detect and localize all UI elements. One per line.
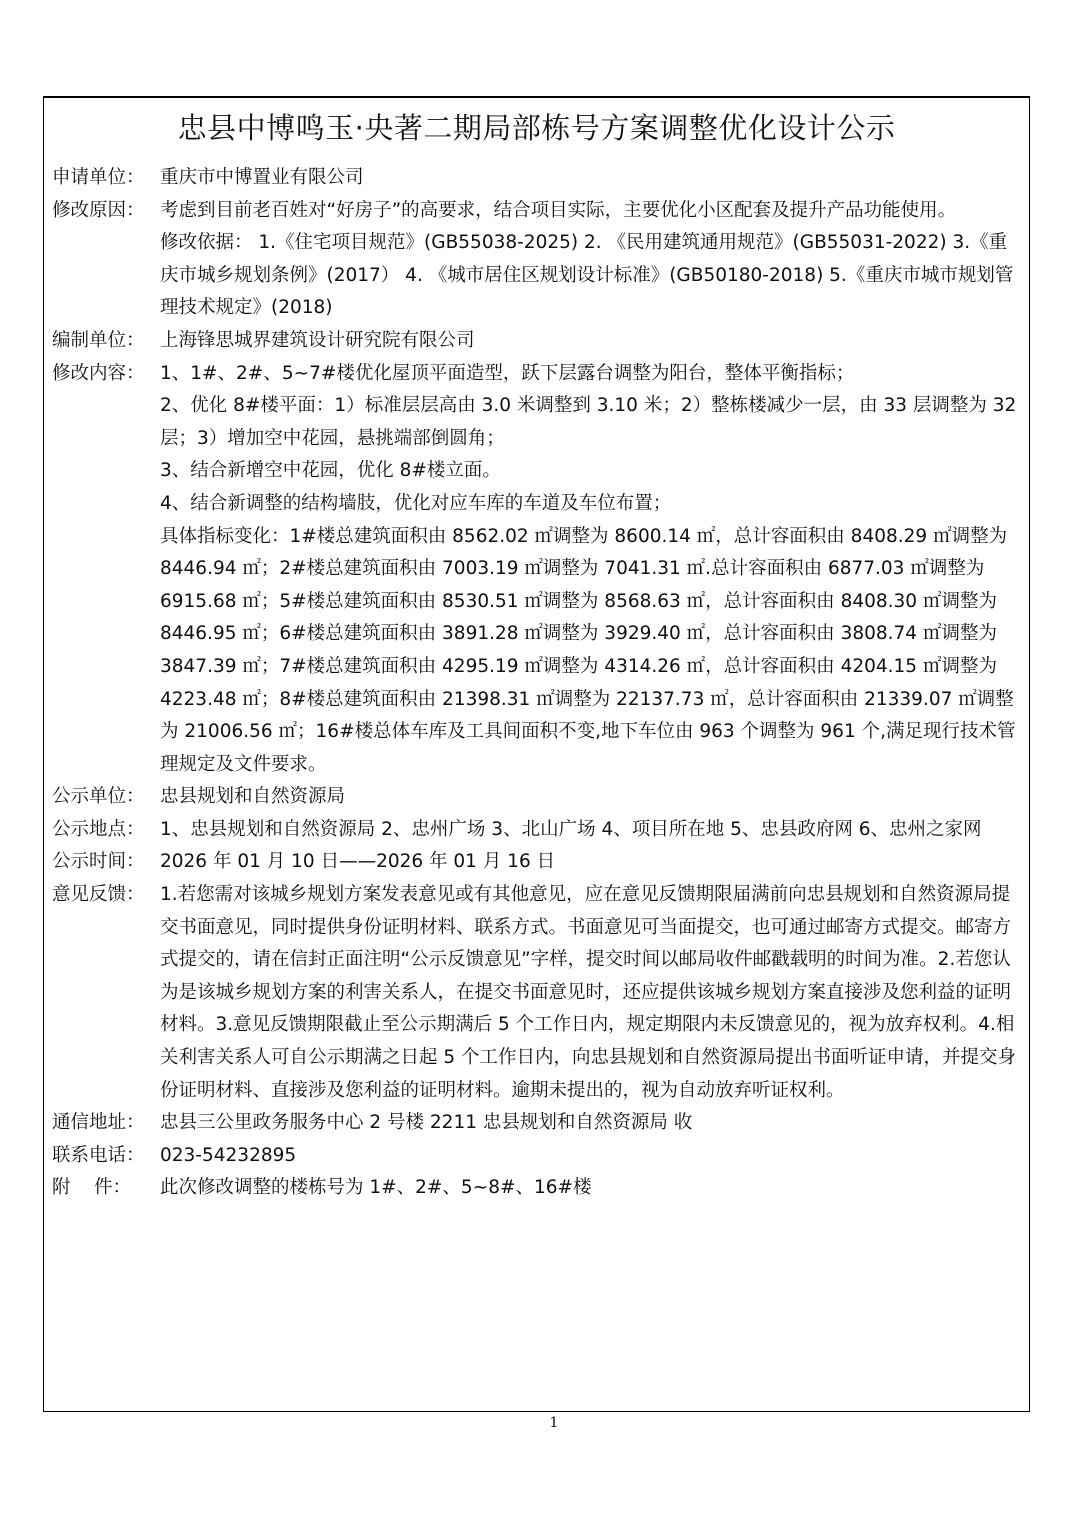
row-applicant — [52, 162, 1024, 195]
row-attachment — [52, 1172, 1024, 1205]
row-publisher — [52, 781, 1024, 814]
locations-label: 公示地点： — [52, 818, 145, 840]
applicant-value: 重庆市中博置业有限公司 — [160, 167, 364, 188]
page-number: 1 — [549, 1415, 559, 1431]
page-title: 忠县中博鸣玉·央著二期局部栋号方案调整优化设计公示 — [177, 111, 896, 145]
content-indicators: 具体指标变化：1#楼总建筑面积由 8562.02 ㎡调整为 8600.14 ㎡，总计容面积由 8408.29 ㎡调整为 8446.94 ㎡；2#楼总建筑面积由 7003.19 ㎡调整为 7041.31 ㎡.总计容面积由 6877.03 ㎡调整为 6915.68 ㎡；5#楼总建筑面积由 8530.51 ㎡调整为 8568.63 ㎡，总计容面积由 8408.30 ㎡调整为 8446.95 ㎡；6#楼总建筑面积由 3891.28 ㎡调整为 3929.40 ㎡，总计容面积由 3808.74 ㎡调整为 3847.39 ㎡；7#楼总建筑面积由 4295.19 ㎡调整为 4314.26 ㎡，总计容面积由 4204.15 ㎡调整为 4223.48 ㎡；8#楼总建筑面积由 21398.31 ㎡调整为 22137.73 ㎡，总计容面积由 21339.07 ㎡调整为 21006.56 ㎡；16#楼总体车库及工具间面积不变,地下车位由 963 个调整为 961 个,满足现行技术管理规定及文件要求。 — [160, 525, 1016, 775]
content-item: 1、1#、2#、5~7#楼优化屋顶平面造型，跃下层露台调整为阳台，整体平衡指标； — [160, 362, 855, 384]
reason-value: 考虑到目前老百姓对“好房子”的高要求，结合项目实际，主要优化小区配套及提升产品功能使用。 — [160, 199, 957, 221]
reason-label: 修改原因： — [52, 199, 145, 221]
period-value: 2026 年 01 月 10 日——2026 年 01 月 16 日 — [160, 851, 556, 873]
designer-label: 编制单位： — [52, 329, 145, 351]
publisher-value: 忠县规划和自然资源局 — [160, 786, 346, 808]
row-reason — [52, 195, 1024, 325]
address-value: 忠县三公里政务服务中心 2 号楼 2211 忠县规划和自然资源局 收 — [160, 1112, 693, 1134]
attachment-value: 此次修改调整的楼栋号为 1#、2#、5~8#、16#楼 — [160, 1177, 592, 1199]
feedback-value: 1.若您需对该城乡规划方案发表意见或有其他意见，应在意见反馈期限届满前向忠县规划和自然资源局提交书面意见，同时提供身份证明材料、联系方式。书面意见可当面提交，也可通过邮寄方式提交。邮寄方式提交的，请在信封正面注明“公示反馈意见”字样，提交时间以邮局收件邮戳载明的时间为准。2.若您认为是该城乡规划方案的利害关系人，在提交书面意见时，还应提供该城乡规划方案直接涉及您利益的证明材料。3.意见反馈期限截止至公示期满后 5 个工作日内，规定期限内未反馈意见的，视为放弃权利。4.相关利害关系人可自公示期满之日起 5 个工作日内，向忠县规划和自然资源局提出书面听证申请，并提交身份证明材料、直接涉及您利益的证明材料。逾期未提出的，视为自动放弃听证权利。 — [160, 884, 1017, 1101]
phone-value: 023-54232895 — [160, 1144, 297, 1166]
content-item: 2、优化 8#楼平面：1）标准层层高由 3.0 米调整到 3.10 米；2）整栋楼减少一层，由 33 层调整为 32 层；3）增加空中花园，悬挑端部倒圆角； — [160, 395, 1017, 449]
applicant-label: 申请单位： — [52, 167, 145, 188]
publisher-label: 公示单位： — [52, 786, 145, 808]
reason-basis: 修改依据： 1.《住宅项目规范》(GB55038-2025) 2. 《民用建筑通用规范》(GB55031-2022) 3.《重庆市城乡规划条例》(2017） 4. 《城市居住区规划设计标准》(GB50180-2018) 5.《重庆市城市规划管理技术规定》(2018) — [160, 232, 1014, 319]
designer-value: 上海锋思城界建筑设计研究院有限公司 — [160, 329, 475, 351]
locations-value: 1、忠县规划和自然资源局 2、忠州广场 3、北山广场 4、项目所在地 5、忠县政府网 6、忠州之家网 — [160, 818, 982, 840]
row-phone — [52, 1140, 1024, 1173]
attachment-label: 附 件： — [52, 1177, 132, 1199]
content-item: 3、结合新增空中花园，优化 8#楼立面。 — [160, 460, 501, 482]
row-designer — [52, 325, 1024, 358]
period-label: 公示时间： — [52, 851, 145, 873]
content-items — [160, 358, 1024, 782]
content-label: 修改内容： — [52, 362, 145, 384]
notice-body — [52, 162, 1024, 1205]
phone-label: 联系电话： — [52, 1144, 145, 1166]
row-locations — [52, 814, 1024, 847]
reason-value-block — [160, 195, 1024, 325]
row-content — [52, 358, 1024, 782]
feedback-label: 意见反馈： — [52, 884, 145, 906]
row-address — [52, 1107, 1024, 1140]
row-period — [52, 846, 1024, 879]
row-feedback — [52, 879, 1024, 1107]
content-item: 4、结合新调整的结构墙肢，优化对应车库的车道及车位布置； — [160, 492, 672, 514]
address-label: 通信地址： — [52, 1112, 145, 1134]
